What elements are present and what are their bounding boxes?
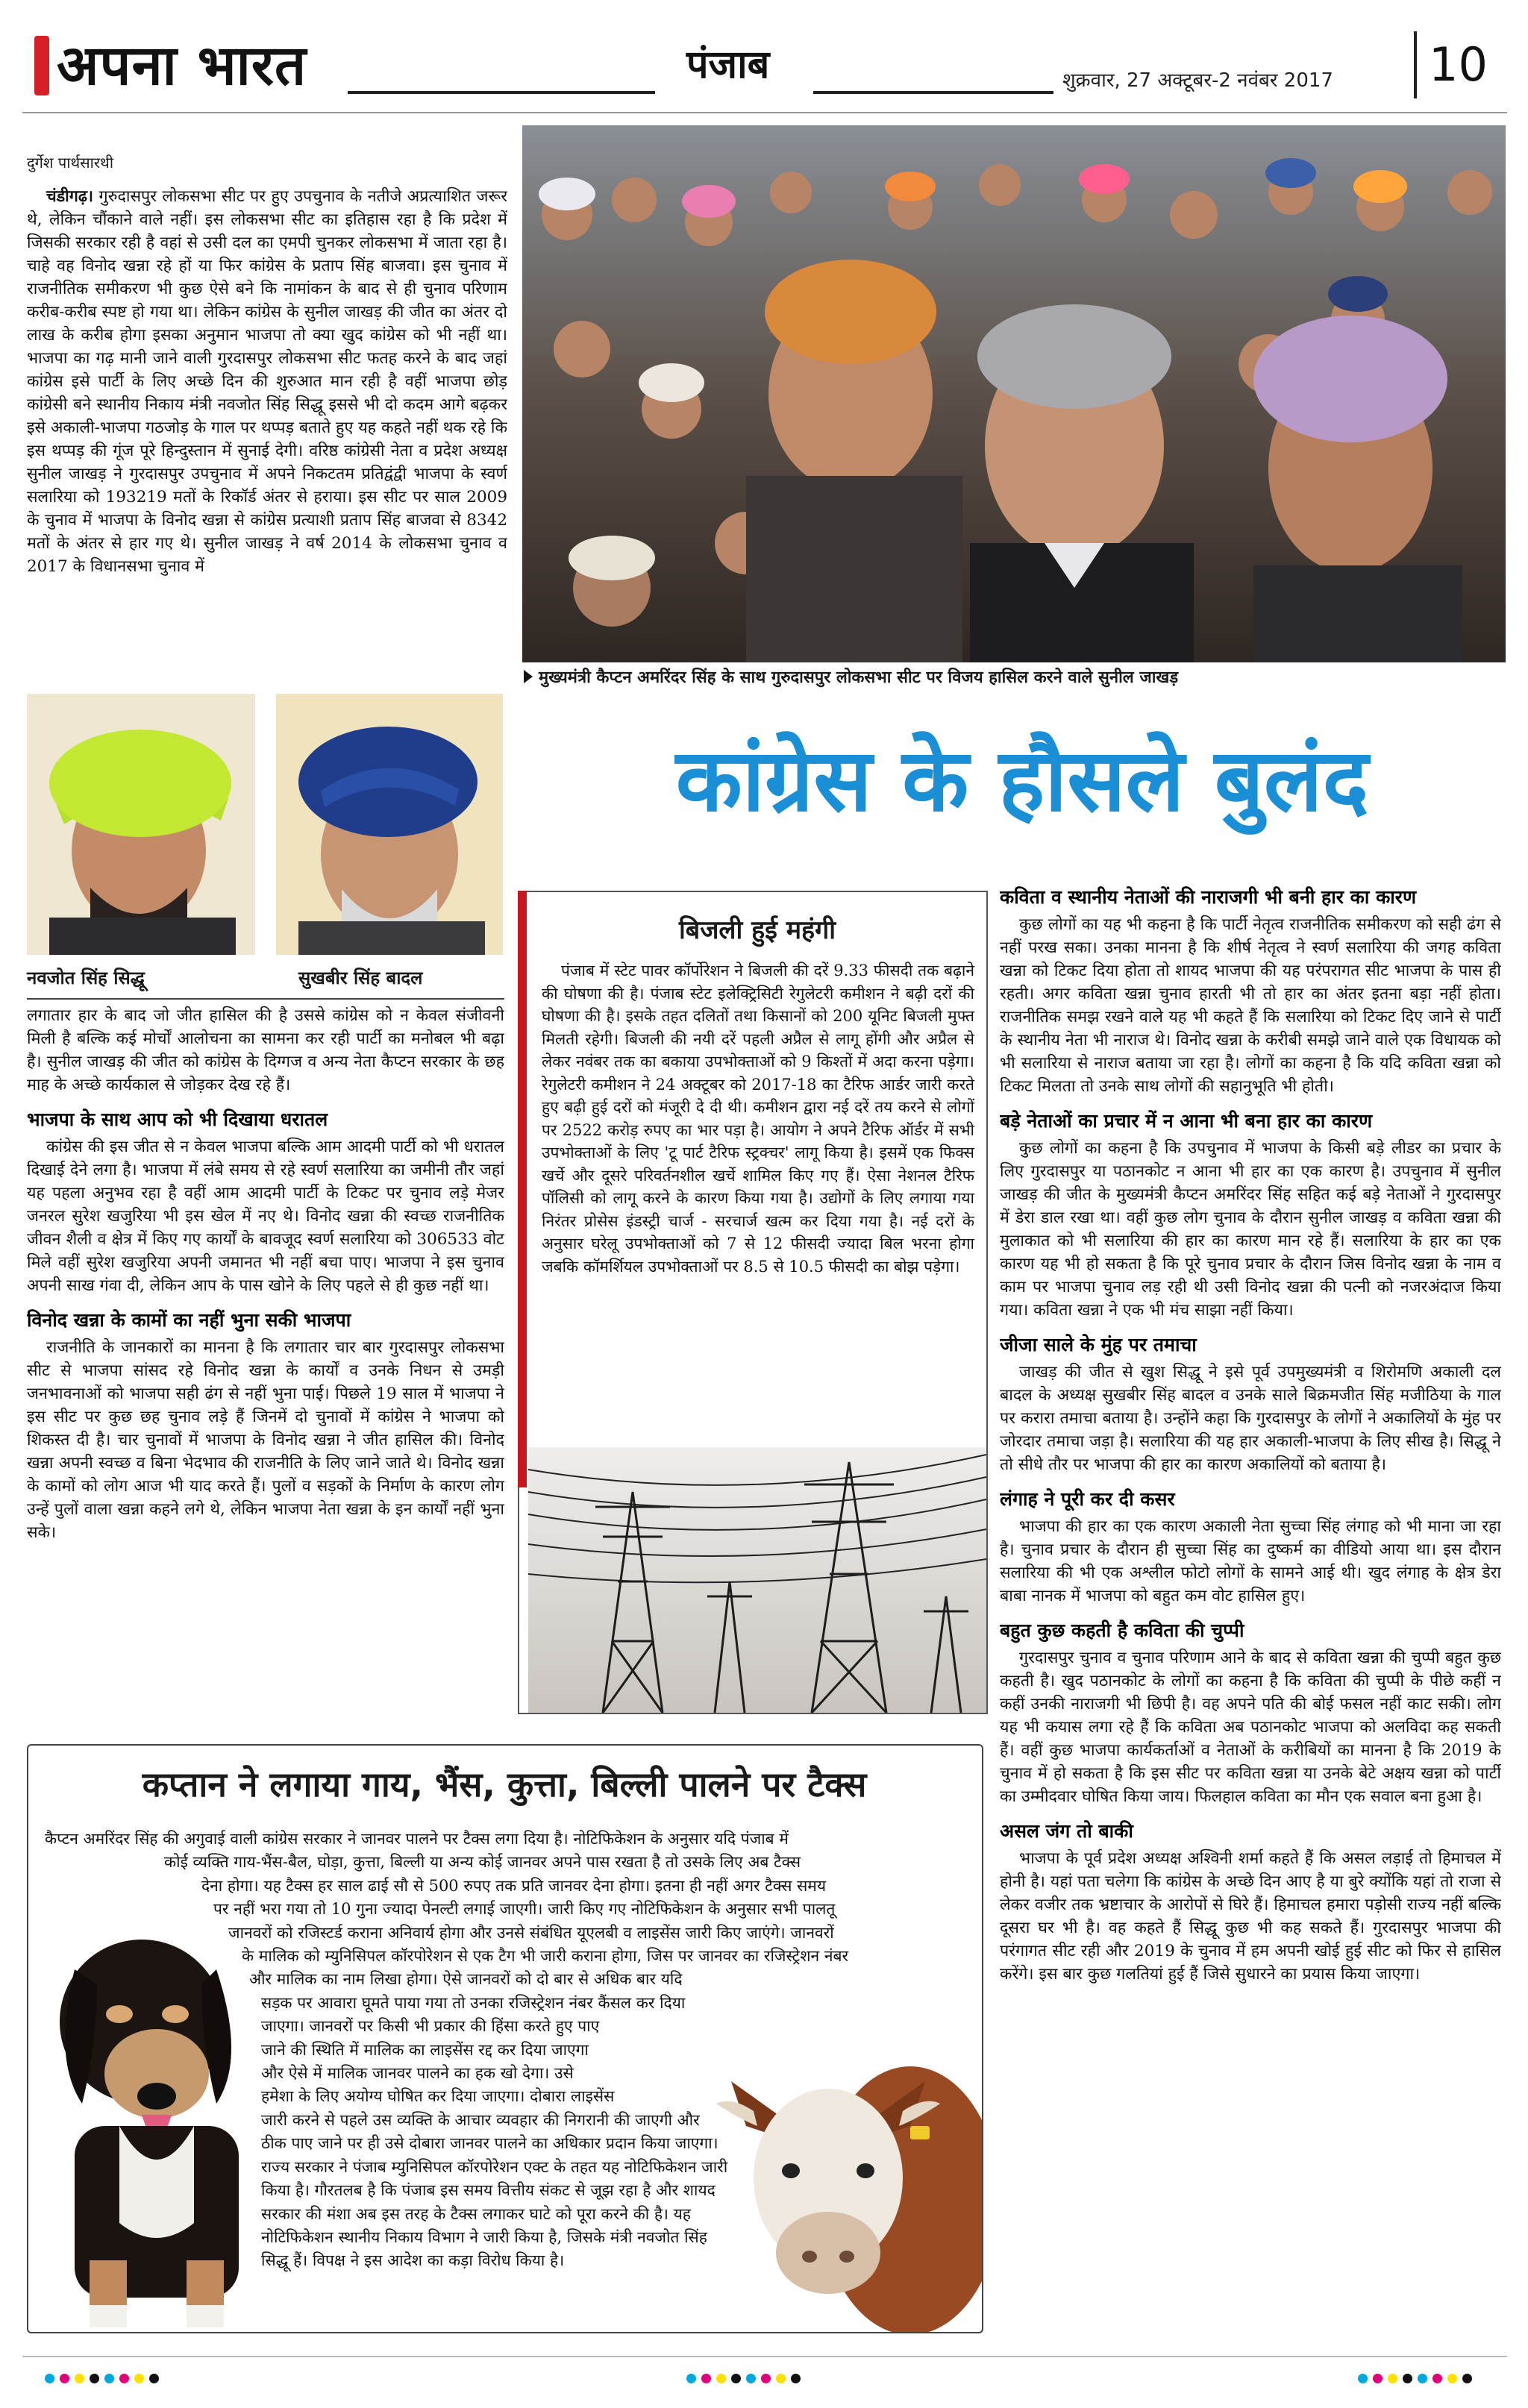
section-heading: जीजा साले के मुंह पर तमाचा [1000, 1334, 1197, 1355]
photo-caption-marker [524, 670, 533, 683]
registration-dot-black [1462, 2374, 1472, 2383]
box-accent-bar [518, 891, 527, 1487]
registration-dot-cyan [104, 2374, 114, 2383]
section-heading: विनोद खन्ना के कामों का नहीं भुना सकी भाजपा [27, 1309, 351, 1331]
portrait-caption: नवजोत सिंह सिद्धू [27, 968, 145, 988]
section-heading: बहुत कुछ कहती है कविता की चुप्पी [1000, 1620, 1244, 1641]
header-rule [813, 91, 1053, 94]
registration-dot-magenta [1373, 2374, 1383, 2383]
section-text: कांग्रेस की इस जीत से न केवल भाजपा बल्कि आम आदमी पार्टी को भी धरातल दिखाई देने लगा है। भाजपा में लंबे समय से रहे स्वर्ण सलारिया का जमीनी तौर जहां यह पहला अनुभव रहा है वहीं आम आदमी पार्टी के टिकट पर चुनाव लड़े मेजर जनरल सुरेश खजुरिया भी इस खेल में नए थे। विनोद खन्ना की स्वच्छ राजनीतिक जीवन शैली व क्षेत्र में किए गए कार्यों के बावजूद स्वर्ण सलारिया को 306533 वोट मिले वहीं सुरेश खजुरिया अपनी जमानत भी नहीं बचा पाए। भाजपा ने इस चुनाव अपनी साख गंवा दी, लेकिन आप के पास खोने के लिए पहले से ही कुछ नहीं था। [27, 1138, 504, 1295]
section-text: गुरदासपुर चुनाव व चुनाव परिणाम आने के बाद से कविता खन्ना की चुप्पी बहुत कुछ कहती है। खुद पठानकोट के लोगों का कहना है कि कविता की चुप्पी के पीछे कहीं न कहीं उनकी नाराजगी भी छिपी है। वह अपने पति की बोई फसल नहीं काट सकी। लोग यह भी कयास लगा रहे हैं कि कविता अब पठानकोट भाजपा को अलविदा कह सकती हैं। वहीं कुछ भाजपा कार्यकर्ताओं व नेताओं के करीबियों का मानना है कि 2019 के चुनाव में हो सकता है कि इस सीट पर कविता खन्ना या उनके बेटे अक्षय खन्ना को पार्टी का उम्मीदवार घोषित किया जाय। फिलहाल कविता का मौन एक सवाल बना हुआ है। [1000, 1649, 1501, 1806]
photo-caption: मुख्यमंत्री कैप्टन अमरिंदर सिंह के साथ गुरुदासपुर लोकसभा सीट पर विजय हासिल करने वाले सुनील जाखड़ [539, 668, 1179, 687]
portrait-photo [276, 694, 503, 955]
continued-text: लगातार हार के बाद जो जीत हासिल की है उससे कांग्रेस को न केवल संजीवनी मिली है बल्कि कई मोर्चों आलोचना का सामना कर रही पार्टी का मनोबल भी बढ़ा है। सुनील जाखड़ की जीत को कांग्रेस के दिग्गज व अन्य नेता कैप्टन सरकार के छह माह के अच्छे कार्यकाल से जोड़कर देख रहे हैं। [27, 1006, 504, 1094]
section-heading: बड़े नेताओं का प्रचार में न आना भी बना हार का कारण [1000, 1110, 1373, 1132]
box-heading: बिजली हुई महंगी [678, 915, 836, 945]
section-text: भाजपा के पूर्व प्रदेश अध्यक्ष अश्विनी शर्मा कहते हैं कि असल लड़ाई तो हिमाचल में होनी है। यहां पता चलेगा कि कांग्रेस के अच्छे दिन आए है या बुरे क्योंकि यहां तो राजा से लेकर वजीर तक भ्रष्टाचार के आरोपों से घिरे हैं। हिमाचल हमारा पड़ोसी राज्य नहीं बल्कि दूसरा घर भी है। वह कहते हैं सिद्धू कुछ भी कह सकते हैं। गुरदासपुर भाजपा की परंगागत सीट रही और 2019 के चुनाव में हम अपनी खोई हुई सीट को फिर से हासिल करेंगे। इस बार कुछ गलतियां हुई हैं जिसे सुधारने का प्रयास किया जाएगा। [1000, 1849, 1501, 1984]
page-number-divider [1414, 31, 1417, 98]
registration-dot-black [149, 2374, 159, 2383]
registration-dot-yellow [1388, 2374, 1397, 2383]
registration-dot-magenta [119, 2374, 129, 2383]
right-column [1000, 886, 1501, 2333]
tax-line: जाने की स्थिति में मालिक का लाइसेंस रद्द कर दिया जाएगा [261, 2040, 589, 2059]
registration-dot-cyan [1418, 2374, 1427, 2383]
section-heading: असल जंग तो बाकी [1000, 1820, 1133, 1842]
tax-line: और ऐसे में मालिक जानवर पालने का हक खो देगा। उसे [261, 2064, 574, 2083]
electricity-text [542, 959, 974, 1278]
crowd-photo [522, 125, 1506, 662]
tax-line: सड़क पर आवारा घूमते पाया गया तो उनका रजिस्ट्रेशन नंबर कैंसल कर दिया [261, 1993, 686, 2012]
registration-marks [686, 2374, 836, 2386]
registration-dot-cyan [746, 2374, 756, 2383]
tax-line: कैप्टन अमरिंदर सिंह की अगुवाई वाली कांग्रेस सरकार ने जानवर पालने पर टैक्स लगा दिया है। नोटिफिकेशन के अनुसार यदि पंजाब में [45, 1830, 789, 1848]
registration-marks [1358, 2374, 1507, 2386]
registration-dot-yellow [134, 2374, 144, 2383]
section-name: पंजाब [686, 43, 770, 87]
section-heading: कविता व स्थानीय नेताओं की नाराजगी भी बनी हार का कारण [1000, 886, 1417, 908]
portrait-photo [27, 694, 255, 955]
registration-dot-magenta [1432, 2374, 1442, 2383]
tax-line: जानवरों को रजिस्टर्ड कराना अनिवार्य होगा और उनसे संबंधित यूएलबी व लाइसेंस जारी किए जाएंगे। जानवरों [228, 1923, 834, 1942]
byline: दुर्गेश पार्थसारथी [27, 154, 113, 172]
footer-rule [22, 2356, 1507, 2357]
registration-dot-yellow [716, 2374, 726, 2383]
registration-dot-black [90, 2374, 99, 2383]
tax-body [45, 1828, 970, 2273]
tax-line: के मालिक को म्युनिसिपल कॉरपोरेशन से एक टैग भी जारी कराना होगा, जिस पर जानवर का रजिस्ट्रेशन नंबर [242, 1947, 849, 1966]
section-text: कुछ लोगों का यह भी कहना है कि पार्टी नेतृत्व राजनीतिक समीकरण को सही ढंग से नहीं परख सका। उनका मानना है कि शीर्ष नेतृत्व ने स्वर्ण सलारिया की जगह कविता खन्ना को टिकट दिया होता तो शायद भाजपा की यह परंपरागत सीट भाजपा के पास ही रहती। अगर कविता खन्ना चुनाव हारती भी तो हार का अंतर इतना बड़ा नहीं होता। राजनीतिक समझ रखने वाले यह भी कहते हैं कि सलारिया को टिकट दिए जाने से पार्टी के स्थानीय नेता भी नाराज थे। विनोद खन्ना के करीबी समझे जाने वाले एक विधायक को भी सलारिया से नाराज बताया जा रहा है। लोगों का कहना है कि यदि कविता खन्ना को टिकट मिलता तो उनके साथ लोगों की सहानुभूति भी होती। [1000, 915, 1501, 1096]
tax-line: जारी करने से पहले उस व्यक्ति के आचार व्यवहार की निगरानी की जाएगी और [261, 2110, 700, 2129]
section-heading: लंगाह ने पूरी कर दी कसर [1000, 1488, 1175, 1510]
registration-dot-black [731, 2374, 741, 2383]
tax-line: नोटिफिकेशन स्थानीय निकाय विभाग ने जारी किया है, जिसके मंत्री नवजोत सिंह [261, 2227, 707, 2246]
column-rule [27, 998, 504, 1000]
tax-line: हमेशा के लिए अयोग्य घोषित कर दिया जाएगा। दोबारा लाइसेंस [261, 2087, 615, 2106]
registration-dot-black [1403, 2374, 1412, 2383]
issue-date: शुक्रवार, 27 अक्टूबर-2 नवंबर 2017 [1062, 69, 1333, 92]
power-lines-photo [528, 1447, 986, 1713]
lead-text: गुरुदासपुर लोकसभा सीट पर हुए उपचुनाव के नतीजे अप्रत्याशित जरूर थे, लेकिन चौंकाने वाले नहीं। इस लोकसभा सीट का इतिहास रहा है कि प्रदेश में जिसकी सरकार रही है वहां से उसी दल का एमपी चुनकर लोकसभा में जाता रहा है। चाहे वह विनोद खन्ना रहे हों या फिर कांग्रेस के प्रताप सिंह बाजवा। इस चुनाव में राजनीतिक समीकरण भी कुछ ऐसे बने कि नामांकन के बाद से ही चुनाव परिणाम करीब-करीब स्पष्ट हो गया था। लेकिन कांग्रेस के सुनील जाखड़ की जीत का अंतर दो लाख के करीब होगा इसका अनुमान भाजपा तो क्या खुद कांग्रेस को भी नहीं था। भाजपा का गढ़ मानी जाने वाली गुरदासपुर लोकसभा सीट फतह करने के बाद जहां कांग्रेस इसे पार्टी के लिए अच्छे दिन की शुरुआत मान रही है वहीं भाजपा छोड़ कांग्रेसी बने स्थानीय निकाय मंत्री नवजोत सिंह सिद्धू इससे भी दो कदम आगे बढ़कर इसे अकाली-भाजपा गठजोड़ के गाल पर थप्पड़ बताते हुए यह कहते नहीं थक रहे कि इस थप्पड़ की गूंज पूरे हिन्दुस्तान में सुनाई देगी। वरिष्ठ कांग्रेसी नेता व प्रदेश अध्यक्ष सुनील जाखड़ ने गुरदासपुर उपचुनाव में अपने निकटतम प्रतिद्वंद्वी भाजपा के स्वर्ण सलारिया को 193219 मतों के रिकॉर्ड अंतर से हराया। इस सीट पर साल 2009 के चुनाव में भाजपा के विनोद खन्ना से कांग्रेस प्रत्याशी प्रताप सिंह बाजवा से 8342 मतों के अंतर से हार गए थे। सुनील जाखड़ ने वर्ष 2014 के लोकसभा चुनाव व 2017 के विधानसभा चुनाव में [27, 187, 507, 576]
registration-dot-black [791, 2374, 801, 2383]
tax-line: राज्य सरकार ने पंजाब म्युनिसिपल कॉरपोरेशन एक्ट के तहत यह नोटिफिकेशन जारी [261, 2157, 728, 2176]
section-text: भाजपा की हार का एक कारण अकाली नेता सुच्चा सिंह लंगाह को भी माना जा रहा है। चुनाव प्रचार के दौरान ही सुच्चा सिंह का दुष्कर्म का वीडियो आया था। इस दौरान सलारिया की भी एक अश्लील फोटो लोगों के सामने आई थी। खुद लंगाह के क्षेत्र डेरा बाबा नानक में भाजपा को बहुत कम वोट हासिल हुए। [1000, 1517, 1501, 1605]
tax-line: और मालिक का नाम लिखा होगा। ऐसे जानवरों को दो बार से अधिक बार यदि [249, 1970, 683, 1989]
section-text: कुछ लोगों का कहना है कि उपचुनाव में भाजपा के किसी बड़े लीडर का प्रचार के लिए गुरदासपुर या पठानकोट न आना भी हार का एक कारण है। उपचुनाव में सुनील जाखड़ की जीत के मुख्यमंत्री कैप्टन अमरिंदर सिंह सहित कई बड़े नेताओं ने गुरदासपुर में डेरा डाल रखा था। वहीं कुछ लोग चुनाव के दौरान सुनील जाखड़ व कविता खन्ना की मुलाकात को भी सलारिया की हार का कारण मान रहे हैं। सलारिया के हार का एक कारण यह भी हो सकता है कि पूरे चुनाव प्रचार के दौरान जिस विनोद खन्ना के नाम व काम पर भाजपा चुनाव लड़ रही थी उसी विनोद खन्ना की पत्नी को नजरअंदाज किया गया। कविता खन्ना ने एक भी मंच साझा नहीं किया। [1000, 1139, 1501, 1320]
section-text: राजनीति के जानकारों का मानना है कि लगातार चार बार गुरदासपुर लोकसभा सीट से भाजपा सांसद रहे विनोद खन्ना के कार्यों व उनके निधन से उमड़ी जनभावनाओं को भाजपा सही ढंग से नहीं भुना पाई। पिछले 19 साल में भाजपा ने इस सीट पर कुछ छह चुनाव लड़े हैं जिनमें दो चुनावों में कांग्रेस ने भाजपा को शिकस्त दी है। चार चुनावों में भाजपा के विनोद खन्ना ने जीत हासिल की। विनोद खन्ना अपनी स्वच्छ व बिना भेदभाव की राजनीति के लिए जाने जाते थे। विनोद खन्ना के कामों को लोग आज भी याद करते हैं। पुलों व सड़कों के निर्माण के कारण लोग उन्हें पुलों वाला खन्ना कहने लगे थे, लेकिन भाजपा नेता खन्ना के इन कार्यों नहीं भुना सके। [27, 1338, 504, 1542]
tax-line: सिद्धू हैं। विपक्ष ने इस आदेश का कड़ा विरोध किया है। [261, 2251, 565, 2270]
left-column [27, 1004, 504, 1728]
lead-article [27, 185, 507, 662]
registration-dot-yellow [776, 2374, 786, 2383]
tax-line: पर नहीं भरा गया तो 10 गुना ज्यादा पेनल्टी लगाई जाएगी। जारी किए गए नोटिफिकेशन के अनुसार सभी पालतू [213, 1900, 836, 1919]
registration-dot-magenta [701, 2374, 711, 2383]
tax-line: कोई व्यक्ति गाय-भैंस-बैल, घोड़ा, कुत्ता, बिल्ली या अन्य कोई जानवर अपने पास रखता है तो उसके लिए अब टैक्स [164, 1853, 801, 1872]
masthead-logo: अपना भारत [57, 34, 307, 98]
dateline: चंडीगढ़। [46, 187, 94, 206]
portrait-caption: सुखबीर सिंह बादल [298, 968, 423, 988]
registration-dot-yellow [75, 2374, 84, 2383]
tax-line: सरकार की मंशा अब इस तरह के टैक्स लगाकर घाटे को पूरा करने की है। यह [261, 2204, 691, 2223]
tax-line: देना होगा। यह टैक्स हर साल ढाई सौ से 500 रुपए तक प्रति जानवर देना होगा। इतना ही नहीं अगर टैक्स समय [201, 1876, 827, 1895]
header-rule [348, 91, 655, 94]
tax-line: ठीक पाए जाने पर ही उसे दोबारा जानवर पालने का अधिकार प्रदान किया जाएगा। [261, 2134, 718, 2153]
registration-dot-cyan [1358, 2374, 1368, 2383]
section-heading: भाजपा के साथ आप को भी दिखाया धरातल [27, 1109, 328, 1130]
electricity-body: पंजाब में स्टेट पावर कॉर्पोरेशन ने बिजली की दरें 9.33 फीसदी तक बढ़ाने की घोषणा की है। पंजाब स्टेट इलेक्ट्रिसिटी रेगुलेटरी कमीशन ने बढ़ी दरों की घोषणा की है। इसके तहत दलितों तथा किसानों को 200 यूनिट बिजली मुफ्त मिलती रहेगी। बिजली की नयी दरें पहली अप्रैल से लागू होंगी और अप्रैल से लेकर नवंबर तक का बकाया उपभोक्ताओं को 9 किश्तों में अदा करना पड़ेगा। रेगुलेटरी कमीशन ने 24 अक्टूबर को 2017-18 का टैरिफ आर्डर जारी करते हुए बढ़ी हुई दरों को मंजूरी दे दी थी। कमीशन द्वारा नई दरें तय करने से लोगों पर 2522 करोड़ रुपए का भार पड़ा है। आयोग ने अपने टैरिफ ऑर्डर में सभी उपभोक्ताओं के लिए 'टू पार्ट टैरिफ स्ट्रक्चर' लागू किया है। इसमें एक फिक्स खर्चे और दूसरे परिवर्तनशील खर्चे शामिल किए गए हैं। ऐसा नेशनल टैरिफ पॉलिसी को लागू करने के कारण किया गया है। उद्योगों के लिए लगाया गया निरंतर प्रोसेस इंडस्ट्री चार्ज - सरचार्ज खत्म कर दिया गया है। नई दरों के अनुसार घरेलू उपभोक्ताओं को 7 से 12 फीसदी ज्यादा बिल भरना होगा जबकि कॉमर्शियल उपभोक्ताओं पर 8.5 से 10.5 फीसदी का बोझ पड़ेगा। [542, 962, 974, 1276]
registration-marks [45, 2374, 194, 2386]
registration-dot-yellow [1447, 2374, 1457, 2383]
section-text: जाखड़ की जीत से खुश सिद्धू ने इसे पूर्व उपमुख्यमंत्री व शिरोमणि अकाली दल बादल के अध्यक्ष सुखबीर सिंह बादल व उनके साले बिक्रमजीत सिंह मजीठिया के गाल पर करारा तमाचा बताया है। उन्होंने कहा कि गुरदासपुर के लोगों ने अकालियों के मुंह पर जोरदार तमाचा जड़ा है। सलारिया की यह हार अकाली-भाजपा के लिए सीख है। सिद्धू ने तो सीधे तौर पर भाजपा की हार का कारण अकालियों को बताया है। [1000, 1363, 1501, 1474]
main-headline: कांग्रेस के हौसले बुलंद [675, 730, 1369, 831]
registration-dot-cyan [45, 2374, 54, 2383]
registration-dot-magenta [761, 2374, 771, 2383]
page-number: 10 [1429, 37, 1488, 92]
header-bottom-rule [22, 112, 1507, 113]
tax-headline: कप्तान ने लगाया गाय, भैंस, कुत्ता, बिल्ली पालने पर टैक्स [142, 1764, 867, 1805]
tax-line: जाएगा। जानवरों पर किसी भी प्रकार की हिंसा करते हुए पाए [261, 2017, 600, 2036]
registration-dot-magenta [60, 2374, 69, 2383]
logo-accent-bar [34, 36, 49, 95]
tax-line: किया है। गौरतलब है कि पंजाब इस समय वित्तीय संकट से जूझ रहा है और शायद [261, 2181, 716, 2200]
registration-dot-cyan [686, 2374, 696, 2383]
